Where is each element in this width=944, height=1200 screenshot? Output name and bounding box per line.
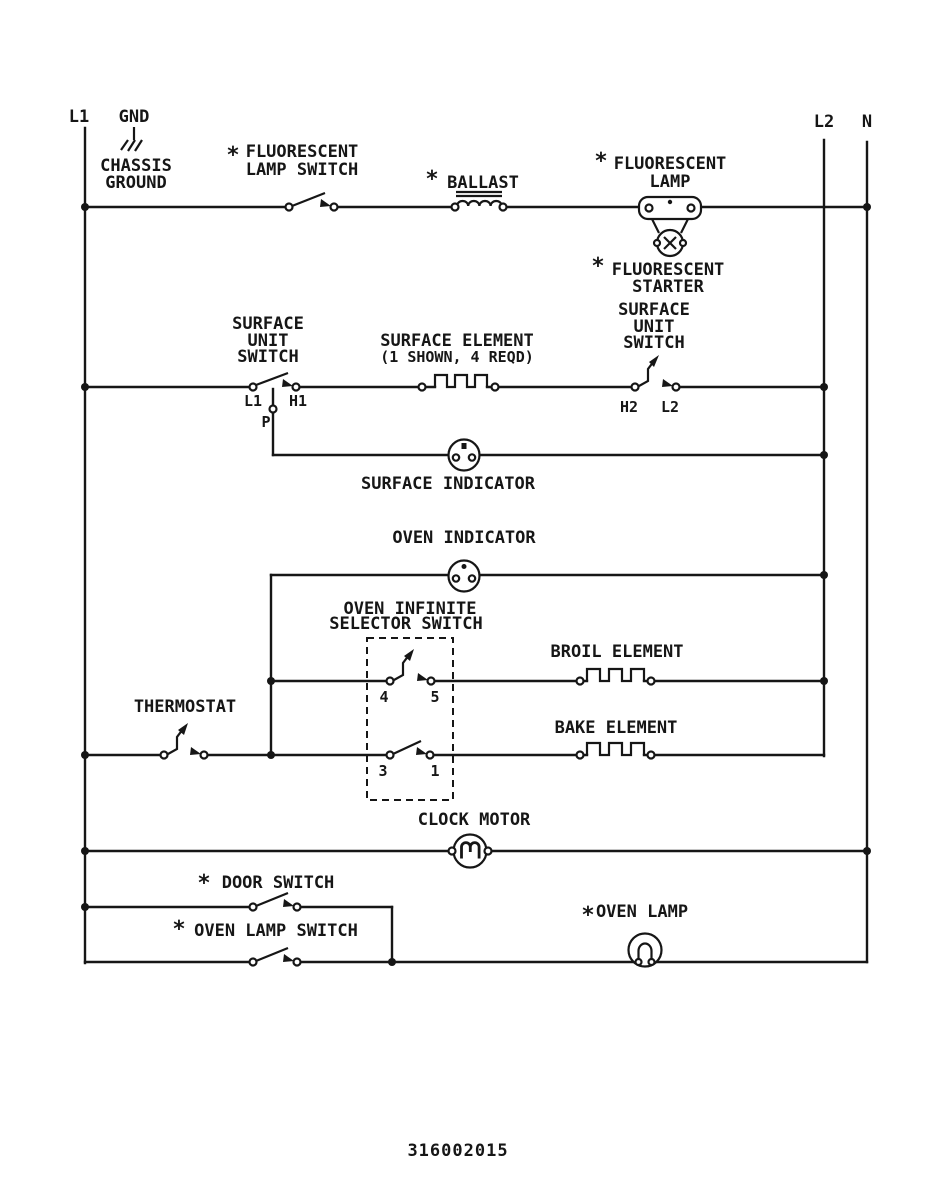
clock-motor [418, 810, 531, 868]
switch-terminal [427, 752, 434, 759]
switch-contact-arrow [283, 899, 294, 907]
terminal-label-4: 4 [379, 688, 389, 706]
element-terminal [648, 678, 655, 685]
terminal-label-p: P [261, 413, 271, 431]
lamp-pin [668, 200, 672, 204]
indicator-pin [462, 443, 467, 449]
bus-label-l2: L2 [813, 112, 835, 132]
lamp-terminal [636, 959, 642, 965]
broil-element-label: BROIL ELEMENT [550, 642, 684, 662]
bus-label-gnd: GND [118, 107, 150, 127]
surface-indicator [361, 440, 536, 495]
element-terminal [577, 678, 584, 685]
selector-switch-label: OVEN INFINITE [343, 599, 477, 619]
terminal-label-l1: L1 [243, 392, 263, 410]
switch-contact-arrow [320, 199, 331, 207]
switch-blade [256, 948, 288, 961]
asterisk-marker: * [226, 143, 240, 168]
junction [81, 383, 89, 391]
surface-element-label: SURFACE ELEMENT [380, 331, 534, 351]
element-terminal [648, 752, 655, 759]
part-number: 316002015 [407, 1141, 509, 1161]
fluorescent-lamp-switch [226, 142, 358, 211]
indicator-terminal [469, 454, 475, 460]
oven-lamp-label: OVEN LAMP [595, 902, 689, 922]
selector-switch-label: SELECTOR SWITCH [329, 614, 483, 634]
junction [820, 451, 828, 459]
bus-label-l1: L1 [68, 107, 90, 127]
surface-unit-switch-right-label: SWITCH [623, 333, 685, 353]
oven-lamp [581, 902, 688, 967]
surface-unit-switch-left-label: UNIT [247, 331, 289, 351]
surface-element-sublabel: (1 SHOWN, 4 REQD) [380, 348, 534, 366]
switch-terminal [270, 406, 277, 413]
starter-lead [652, 219, 659, 233]
thermostat-label: THERMOSTAT [133, 697, 237, 717]
switch-terminal [250, 959, 257, 966]
indicator-terminal [453, 575, 459, 581]
ground-rake [128, 140, 135, 151]
starter-lead [681, 219, 688, 233]
door-switch [197, 871, 334, 911]
oven-indicator [392, 528, 536, 592]
element-terminal [577, 752, 584, 759]
junction [81, 203, 89, 211]
surface-indicator-label: SURFACE INDICATOR [361, 474, 535, 494]
element-terminal [492, 384, 499, 391]
chassis-ground-label: CHASSIS [100, 156, 172, 176]
switch-contact-arrow [417, 673, 428, 681]
terminal-label-3: 3 [378, 762, 388, 780]
asterisk-marker: * [172, 917, 186, 942]
ballast-label: BALLAST [447, 173, 519, 193]
switch-terminal [250, 904, 257, 911]
element-coil [587, 669, 644, 681]
surface-element [380, 331, 534, 391]
terminal-label-h1: H1 [288, 392, 308, 410]
junction [267, 677, 275, 685]
terminal-label-l2: L2 [660, 398, 680, 416]
junction [81, 847, 89, 855]
junction [820, 571, 828, 579]
chassis-ground [100, 127, 172, 193]
junction [863, 847, 871, 855]
bake-element-label: BAKE ELEMENT [554, 718, 678, 738]
door-switch-label: DOOR SWITCH [221, 873, 335, 893]
junction [267, 751, 275, 759]
surface-unit-switch-right-label: SURFACE [618, 300, 690, 320]
switch-terminal [294, 959, 301, 966]
bake-element [555, 718, 678, 759]
switch-terminal [387, 678, 394, 685]
motor-terminal [485, 848, 492, 855]
bus-label-n: N [861, 112, 873, 132]
switch-terminal [428, 678, 435, 685]
surface-unit-switch-left-label: SURFACE [232, 314, 304, 334]
lamp-terminal [688, 205, 695, 212]
switch-blade [256, 893, 288, 906]
clock-motor-label: CLOCK MOTOR [417, 810, 531, 830]
surface-unit-switch-left-label: SWITCH [237, 347, 299, 367]
fluorescent-lamp-label: LAMP [649, 172, 691, 192]
fluorescent-lamp-switch-label: FLUORESCENT [245, 142, 359, 162]
switch-terminal [286, 204, 293, 211]
junction [863, 203, 871, 211]
starter-terminal [654, 240, 660, 246]
ballast [425, 167, 518, 211]
terminal-label-h2: H2 [619, 398, 639, 416]
switch-terminal [632, 384, 639, 391]
switch-contact-arrow [283, 954, 294, 962]
broil-element [550, 642, 683, 685]
lamp-terminal [646, 205, 653, 212]
switch-terminal [387, 752, 394, 759]
asterisk-marker: * [425, 167, 439, 192]
power-labels [69, 107, 872, 132]
terminal-label-5: 5 [430, 688, 440, 706]
indicator-terminal [469, 575, 475, 581]
oven-lamp-switch [172, 917, 358, 966]
ballast-terminal [500, 204, 507, 211]
surface-unit-switch-right-label: UNIT [633, 317, 675, 337]
switch-blade [292, 193, 325, 206]
thermal-blade [168, 729, 183, 754]
fluorescent-lamp-switch-label: LAMP SWITCH [245, 160, 359, 180]
junction [81, 751, 89, 759]
switch-terminal [331, 204, 338, 211]
switch-terminal [161, 752, 168, 759]
thermal-blade [394, 655, 409, 680]
switch-contact-arrow [662, 379, 673, 387]
ground-rake [121, 140, 128, 150]
ground-rake [135, 140, 142, 151]
switch-contact-arrow [190, 747, 201, 755]
oven-infinite-selector-switch [329, 599, 483, 800]
switch-terminal [673, 384, 680, 391]
thermostat [134, 697, 236, 759]
switch-contact-arrow [416, 747, 427, 755]
indicator-terminal [453, 454, 459, 460]
lamp-terminal [649, 959, 655, 965]
fluorescent-starter [591, 219, 724, 297]
fluorescent-lamp [594, 149, 726, 219]
surface-unit-switch-left [232, 314, 307, 431]
indicator-pin [462, 564, 467, 569]
switch-terminal [294, 904, 301, 911]
fluorescent-starter-label: STARTER [632, 277, 704, 297]
switch-terminal [293, 384, 300, 391]
starter-terminal [680, 240, 686, 246]
lamp-body [629, 934, 662, 967]
junction [820, 383, 828, 391]
switch-terminal [201, 752, 208, 759]
ballast-terminal [452, 204, 459, 211]
asterisk-marker: * [197, 871, 211, 896]
motor-terminal [449, 848, 456, 855]
junction [81, 903, 89, 911]
fluorescent-lamp-label: FLUORESCENT [613, 154, 727, 174]
element-coil [587, 743, 644, 755]
terminal-label-1: 1 [430, 762, 440, 780]
asterisk-marker: * [581, 903, 595, 928]
chassis-ground-label: GROUND [105, 173, 167, 193]
element-terminal [419, 384, 426, 391]
fluorescent-starter-label: FLUORESCENT [611, 260, 725, 280]
oven-lamp-switch-label: OVEN LAMP SWITCH [194, 921, 358, 941]
switch-contact-arrow [282, 379, 293, 387]
switch-terminal [250, 384, 257, 391]
junction [820, 677, 828, 685]
element-coil [435, 375, 487, 387]
asterisk-marker: * [594, 149, 608, 174]
surface-unit-switch-right [618, 300, 690, 416]
ballast-coil [457, 201, 502, 206]
asterisk-marker: * [591, 254, 605, 279]
oven-indicator-label: OVEN INDICATOR [392, 528, 536, 548]
junction [388, 958, 396, 966]
